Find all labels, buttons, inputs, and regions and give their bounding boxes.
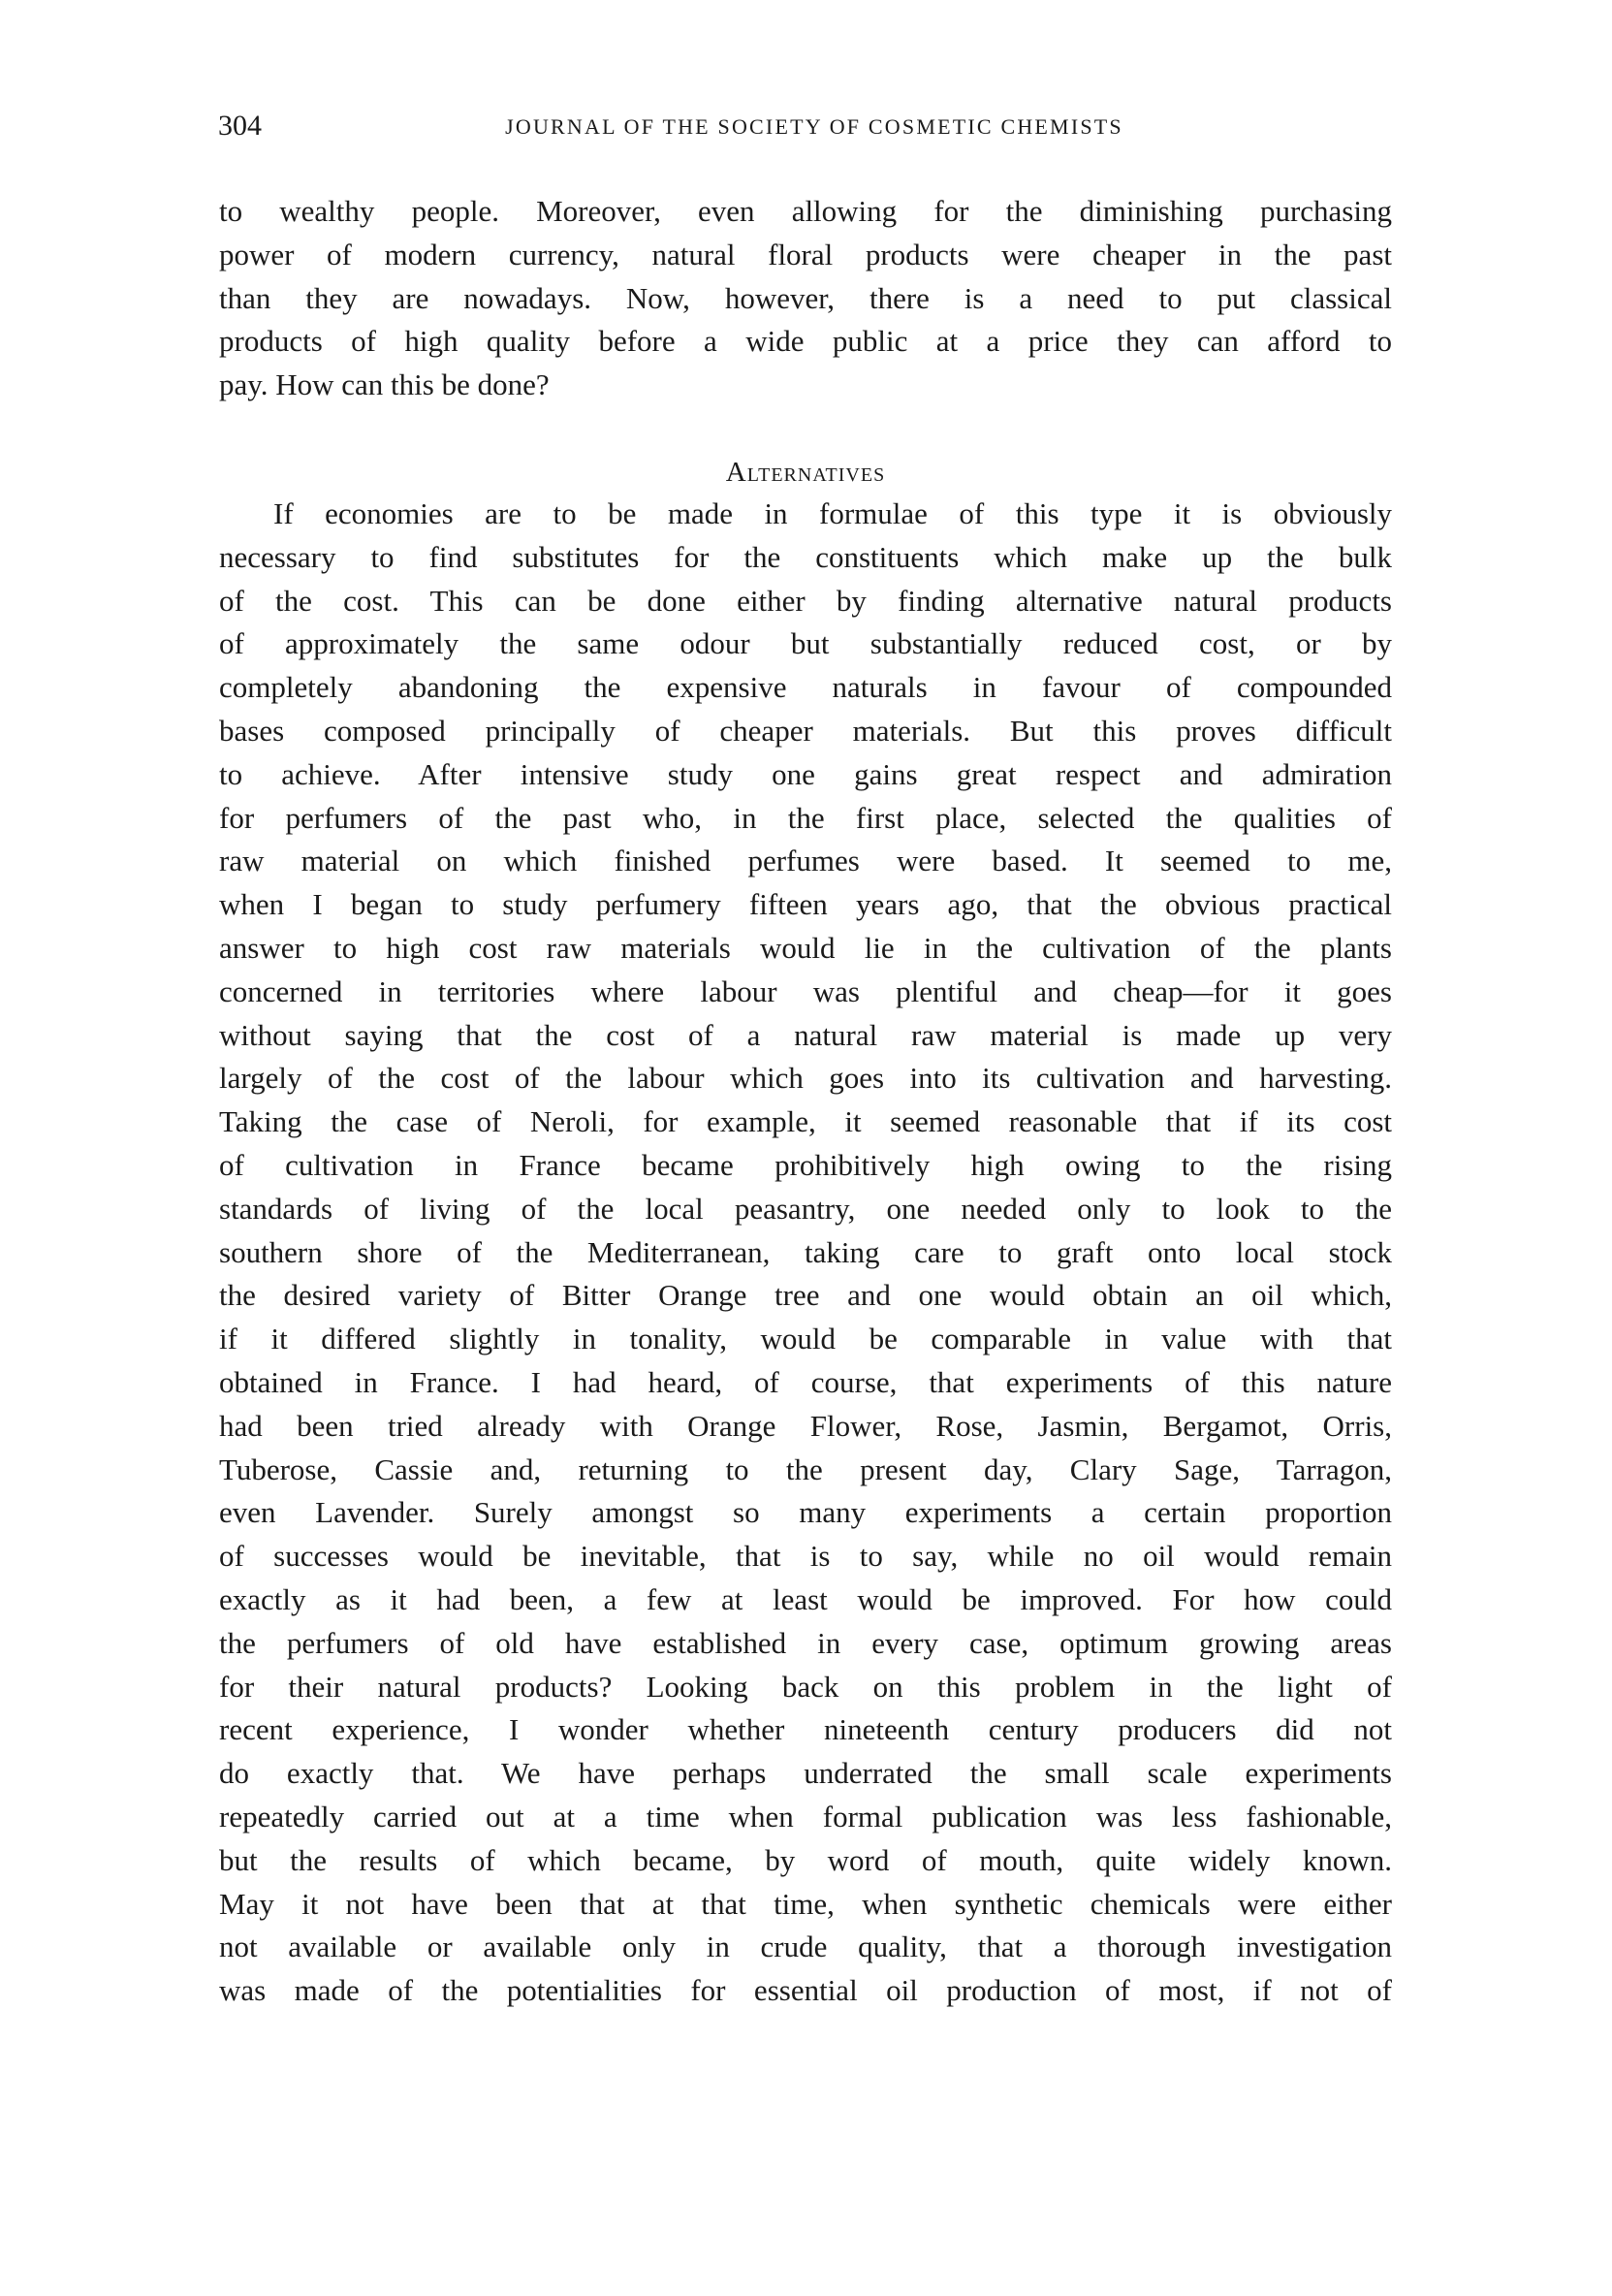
text-line: products of high quality before a wide public at a price they can afford to: [219, 324, 1392, 359]
text-line: pay. How can this be done?: [219, 367, 550, 402]
text-line: concerned in territories where labour was plentiful and cheap—for it goes: [219, 973, 1392, 1008]
running-title: JOURNAL OF THE SOCIETY OF COSMETIC CHEMISTS: [505, 114, 1123, 139]
text-line: for their natural products? Looking back on this problem in the light of: [219, 1669, 1392, 1704]
paragraph-alternatives: [219, 493, 1392, 2013]
text-line: of successes would be inevitable, that is to say, while no oil would remain: [219, 1539, 1392, 1574]
text-line: Tuberose, Cassie and, returning to the present day, Clary Sage, Tarragon,: [219, 1451, 1392, 1486]
text-line: completely abandoning the expensive naturals in favour of compounded: [219, 670, 1392, 705]
text-line: for perfumers of the past who, in the first place, selected the qualities of: [219, 800, 1392, 835]
text-line: to achieve. After intensive study one gains great respect and admiration: [219, 756, 1392, 791]
text-line: had been tried already with Orange Flower, Rose, Jasmin, Bergamot, Orris,: [219, 1408, 1392, 1443]
section-heading: Alternatives: [725, 457, 886, 488]
text-line: power of modern currency, natural floral products were cheaper in the past: [219, 237, 1392, 271]
text-line: but the results of which became, by word of mouth, quite widely known.: [219, 1842, 1392, 1877]
text-line: answer to high cost raw materials would lie in the cultivation of the plants: [219, 930, 1392, 965]
text-line: exactly as it had been, a few at least would be improved. For how could: [219, 1581, 1392, 1616]
text-line: not available or available only in crude quality, that a thorough investigation: [219, 1929, 1392, 1964]
text-line: even Lavender. Surely amongst so many experiments a certain proportion: [219, 1495, 1392, 1530]
text-line: repeatedly carried out at a time when formal publication was less fashionable,: [219, 1799, 1392, 1834]
text-line: bases composed principally of cheaper materials. But this proves difficult: [219, 713, 1392, 748]
text-line: the perfumers of old have established in every case, optimum growing areas: [219, 1625, 1392, 1660]
text-line: do exactly that. We have perhaps underrated the small scale experiments: [219, 1756, 1392, 1791]
text-line: of approximately the same odour but substantially reduced cost, or by: [219, 626, 1392, 661]
text-line: without saying that the cost of a natural raw material is made up very: [219, 1017, 1392, 1052]
text-line: than they are nowadays. Now, however, there is a need to put classical: [219, 280, 1392, 315]
text-line: was made of the potentialities for essential oil production of most, if not of: [219, 1973, 1392, 2008]
text-line: to wealthy people. Moreover, even allowing for the diminishing purchasing: [219, 194, 1392, 228]
text-line: when I began to study perfumery fifteen years ago, that the obvious practical: [219, 887, 1392, 922]
text-line: necessary to find substitutes for the constituents which make up the bulk: [219, 539, 1392, 574]
text-line: recent experience, I wonder whether nineteenth century producers did not: [219, 1712, 1392, 1747]
text-line: the desired variety of Bitter Orange tree and one would obtain an oil which,: [219, 1278, 1392, 1313]
text-line: standards of living of the local peasantry, one needed only to look to the: [219, 1191, 1392, 1226]
text-line: If economies are to be made in formulae of this type it is obviously: [273, 496, 1392, 530]
text-line: southern shore of the Mediterranean, taking care to graft onto local stock: [219, 1234, 1392, 1269]
page-number: 304: [218, 110, 262, 142]
text-line: Taking the case of Neroli, for example, it seemed reasonable that if its cost: [219, 1104, 1392, 1139]
text-line: largely of the cost of the labour which goes into its cultivation and harvesting.: [219, 1061, 1392, 1096]
text-line: obtained in France. I had heard, of course, that experiments of this nature: [219, 1364, 1392, 1399]
text-line: raw material on which finished perfumes were based. It seemed to me,: [219, 844, 1392, 878]
text-line: May it not have been that at that time, when synthetic chemicals were either: [219, 1886, 1392, 1921]
text-line: if it differed slightly in tonality, would be comparable in value with that: [219, 1322, 1392, 1356]
text-line: of cultivation in France became prohibitively high owing to the rising: [219, 1147, 1392, 1182]
paragraph-continued: [219, 190, 1392, 407]
text-line: of the cost. This can be done either by finding alternative natural products: [219, 583, 1392, 618]
